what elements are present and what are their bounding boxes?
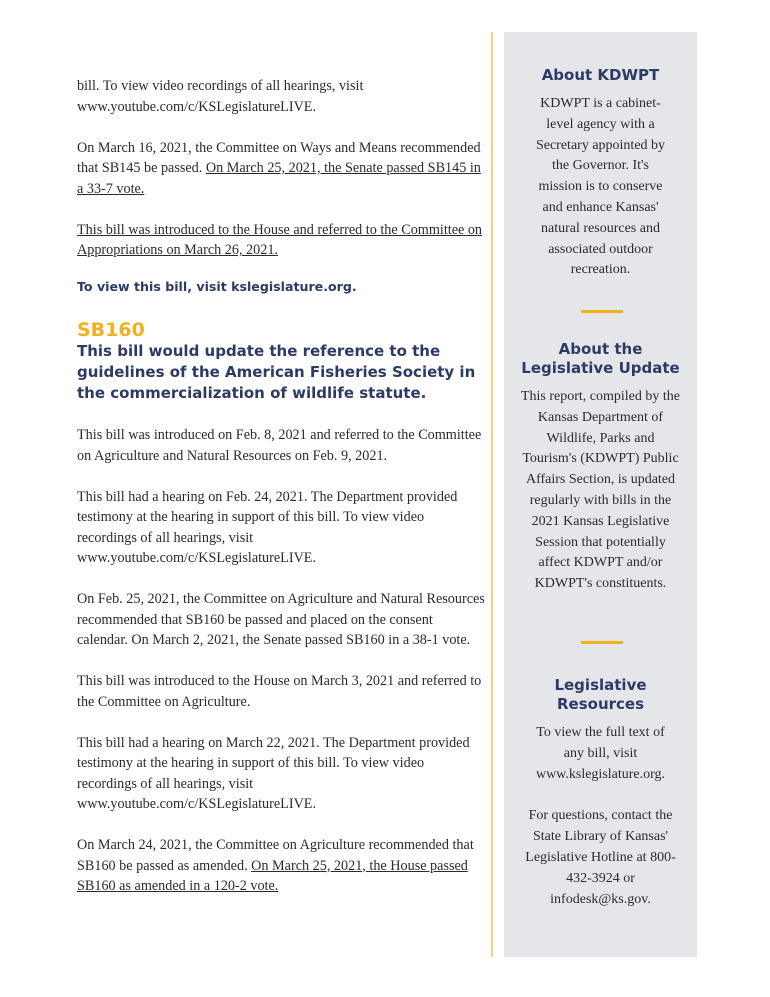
paragraph-house-referral: This bill was introduced to the House and referred to the Committee on Appropriations on March 26, 2021. — [77, 221, 483, 258]
senate-vote-text: On March 25, 2021, the Senate passed SB145 in a 33-7 vote. — [77, 160, 481, 197]
paragraph-house-passed — [77, 835, 485, 897]
about-kdwpt-section — [504, 66, 697, 281]
about-kdwpt-text: KDWPT is a cabinet-level agency with a Secretary appointed by the Governor. It's mission is to conserve and enhance Kansas' natural resources and associated outdoor recreation. — [535, 96, 666, 278]
column-divider — [491, 32, 493, 957]
about-kdwpt-title: About KDWPT — [541, 66, 660, 84]
paragraph-senate-passed: On Feb. 25, 2021, the Committee on Agriculture and Natural Resources recommended that SB160 be passed and placed on the consent calendar. On March 2, 2021, the Senate passed SB160 in a 38-1 vote. — [77, 591, 485, 648]
paragraph-hearing-march: This bill had a hearing on March 22, 2021. The Department provided testimony at the hearing in support of this bill. To view video recordings of all hearings, visit www.youtube.com/c/KSLegislatureLIVE. — [77, 734, 470, 812]
about-update-text: This report, compiled by the Kansas Department of Wildlife, Parks and Tourism's (KDWPT) Public Affairs Section, is updated regularly with bills in the 2021 Kansas Legislative Session that potentially affect KDWPT and/or KDWPT's constituents. — [520, 389, 681, 592]
resources-text-contact: For questions, contact the State Library of Kansas' Legislative Hotline at 800-432-3924 or infodesk@ks.gov. — [525, 808, 676, 907]
committee-amended-text: On March 24, 2021, the Committee on Agriculture recommended that SB160 be passed as amended. — [77, 837, 474, 874]
view-bill-link[interactable]: To view this bill, visit kslegislature.org. — [77, 278, 357, 294]
about-update-section — [504, 340, 697, 595]
paragraph-hearing-videos: bill. To view video recordings of all hearings, visit www.youtube.com/c/KSLegislatureLIVE. — [77, 78, 364, 115]
paragraph-house-introduced: This bill was introduced to the House on March 3, 2021 and referred to the Committee on Agriculture. — [77, 673, 482, 710]
bill-title: SB160 — [77, 319, 145, 341]
accent-divider — [581, 310, 623, 313]
bill-subtitle: This bill would update the reference to the guidelines of the American Fisheries Society in the commercialization of wildlife statute. — [77, 342, 476, 402]
main-column — [77, 76, 485, 897]
paragraph-hearing-feb: This bill had a hearing on Feb. 24, 2021. The Department provided testimony at the hearing in support of this bill. To view video recordings of all hearings, visit www.youtube.com/c/KSLegislatureLIVE. — [77, 488, 458, 566]
resources-title: Legislative Resources — [554, 676, 647, 713]
committee-recommendation-text: On March 16, 2021, the Committee on Ways and Means recommended that SB145 be passed. — [77, 139, 481, 176]
paragraph-committee-sb145 — [77, 138, 485, 200]
resources-section — [504, 676, 697, 910]
about-update-title: About the Legislative Update — [521, 340, 680, 377]
sidebar — [504, 32, 697, 957]
paragraph-introduced: This bill was introduced on Feb. 8, 2021 and referred to the Committee on Agriculture and Natural Resources on Feb. 9, 2021. — [77, 427, 482, 464]
accent-divider — [581, 641, 623, 644]
resources-text-view: To view the full text of any bill, visit www.kslegislature.org. — [535, 725, 666, 782]
house-vote-text: On March 25, 2021, the House passed SB160 as amended in a 120-2 vote. — [77, 857, 468, 894]
